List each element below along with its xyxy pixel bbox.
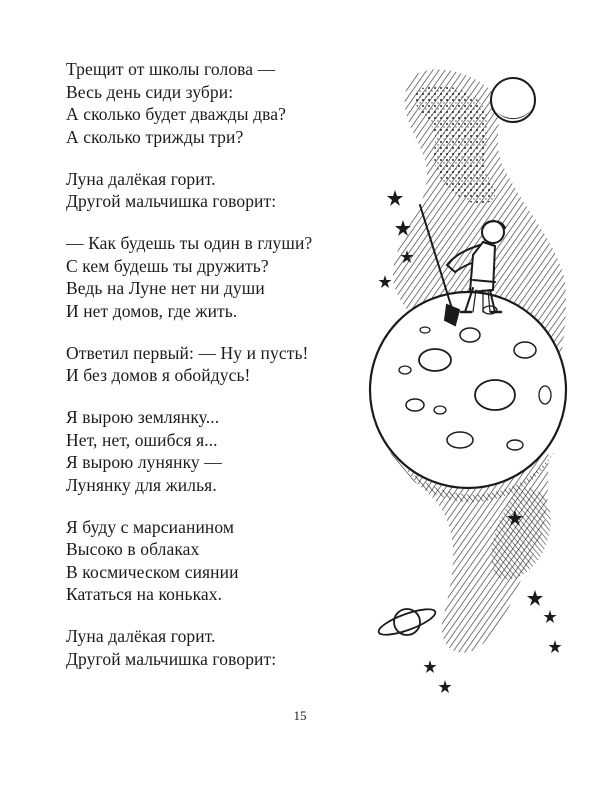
ringed-planet-icon bbox=[376, 604, 438, 640]
poem-line: Луна далёкая горит. bbox=[66, 168, 216, 189]
poem-line: Высоко в облаках bbox=[66, 539, 200, 559]
poem-line: Я буду с марсианином bbox=[66, 516, 235, 537]
poem-line: И нет домов, где жить. bbox=[66, 300, 238, 321]
poem-line: Нет, нет, ошибся я... bbox=[66, 429, 218, 450]
stanza-6 bbox=[66, 516, 386, 606]
stanza-4 bbox=[66, 342, 386, 387]
moon-illustration bbox=[355, 50, 600, 700]
poem-line: С кем будешь ты дружить? bbox=[66, 255, 269, 276]
poem-line: Другой мальчишка говорит: bbox=[66, 648, 277, 669]
stanza-3 bbox=[66, 232, 386, 322]
poem-line: А сколько трижды три? bbox=[66, 126, 244, 147]
poem-line: Весь день сиди зубри: bbox=[66, 81, 234, 102]
stanza-2 bbox=[66, 168, 386, 213]
poem-text bbox=[66, 58, 386, 690]
poem-line: Лунянку для жилья. bbox=[66, 474, 217, 495]
stanza-1 bbox=[66, 58, 386, 148]
page-number: 15 bbox=[293, 708, 307, 723]
small-moon-icon bbox=[491, 78, 535, 122]
poem-line: Я вырою землянку... bbox=[66, 407, 220, 427]
poem-line: Трещит от школы голова — bbox=[66, 59, 276, 79]
poem-line: Другой мальчишка говорит: bbox=[66, 191, 277, 211]
poem-line: Я вырою лунянку — bbox=[66, 452, 222, 472]
poem-line: Ответил первый: — Ну и пусть! bbox=[66, 342, 309, 363]
poem-line: Кататься на коньках. bbox=[66, 584, 223, 604]
poem-line: И без домов я обойдусь! bbox=[66, 365, 251, 385]
stanza-5 bbox=[66, 406, 386, 496]
poem-line: В космическом сиянии bbox=[66, 561, 239, 582]
poem-line: Ведь на Луне нет ни души bbox=[66, 278, 265, 298]
poem-line: — Как будешь ты один в глуши? bbox=[66, 233, 313, 253]
poem-line: Луна далёкая горит. bbox=[66, 626, 216, 646]
stanza-7 bbox=[66, 625, 386, 670]
poem-line: А сколько будет дважды два? bbox=[66, 104, 286, 124]
